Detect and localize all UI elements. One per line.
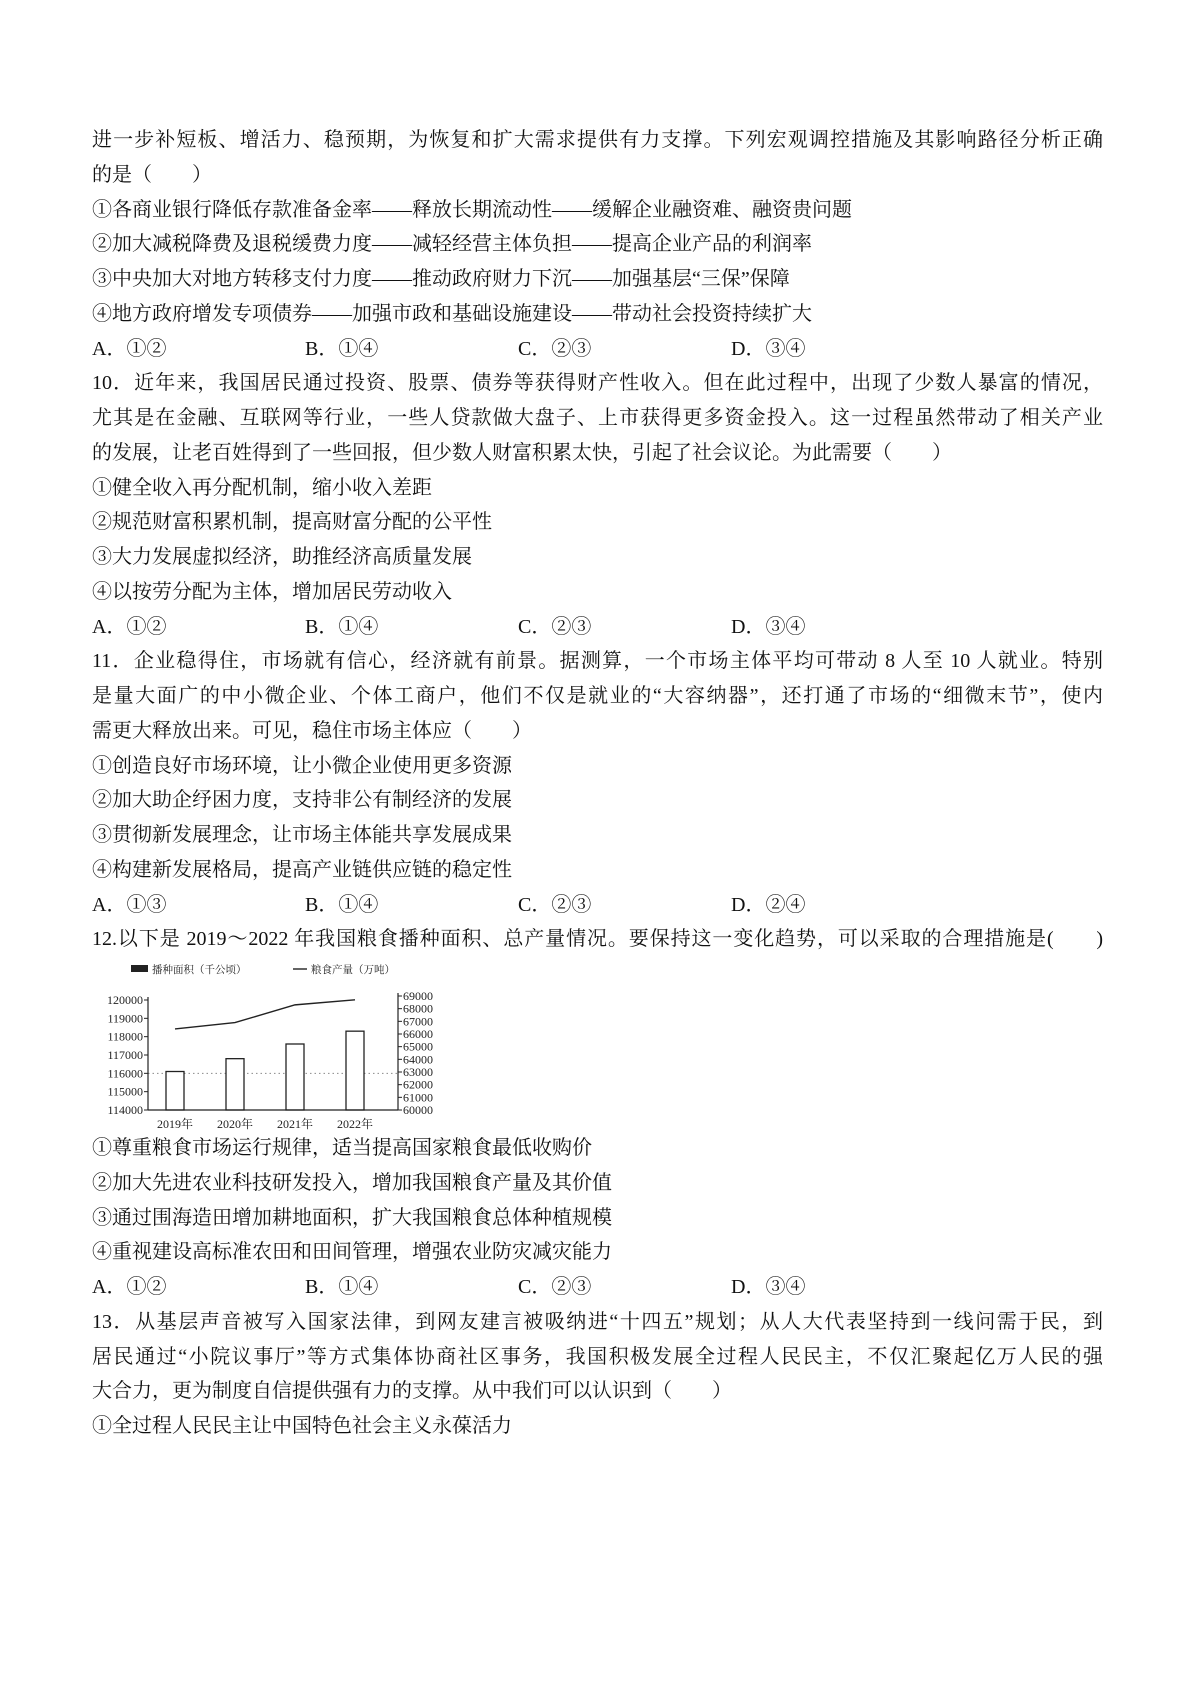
q11-stem-line: 需更大释放出来。可见，稳住市场主体应（ ） (92, 719, 532, 742)
left-axis-tick-label: 119000 (107, 1011, 143, 1026)
right-axis-tick-label: 69000 (403, 989, 433, 1003)
q10-choice-4: ④以按劳分配为主体，增加居民劳动收入 (92, 580, 452, 603)
q9-stem-line: 的是（ ） (92, 163, 212, 186)
option-a: A．①② (92, 615, 167, 638)
sown-area-bar (346, 1031, 364, 1110)
sown-area-bar (226, 1059, 244, 1110)
sown-area-bar (286, 1044, 304, 1110)
q10-stem-line: 的发展，让老百姓得到了一些回报，但少数人财富积累太快，引起了社会议论。为此需要（ ） (92, 441, 952, 464)
right-axis-tick-label: 66000 (403, 1027, 433, 1041)
x-axis-tick-label: 2020年 (216, 1117, 254, 1131)
question-12 (92, 922, 1103, 1305)
q10-stem-line: 10．近年来，我国居民通过投资、股票、债券等获得财产性收入。但在此过程中，出现了少数人暴富的情况， (92, 372, 1103, 395)
q11-stem-line: 11．企业稳得住，市场就有信心，经济就有前景。据测算，一个市场主体平均可带动 8 人至 10 人就业。特别 (92, 650, 1103, 673)
q9-choice-1: ①各商业银行降低存款准备金率——释放长期流动性——缓解企业融资难、融资贵问题 (92, 198, 852, 221)
legend-bar-swatch (131, 965, 148, 972)
left-axis-tick-label: 116000 (107, 1066, 143, 1081)
option-c: C．②③ (518, 337, 592, 360)
option-b: B．①④ (305, 1276, 379, 1298)
q12-choice-1: ①尊重粮食市场运行规律，适当提高国家粮食最低收购价 (92, 1137, 592, 1159)
q11-choice-3: ③贯彻新发展理念，让市场主体能共享发展成果 (92, 824, 512, 846)
option-d: D．③④ (731, 337, 806, 360)
q13-stem-line: 大合力，更为制度自信提供强有力的支撑。从中我们可以认识到（ ） (92, 1380, 732, 1403)
option-b: B．①④ (305, 337, 379, 360)
q9-choice-2: ②加大减税降费及退税缓费力度——减轻经营主体负担——提高企业产品的利润率 (92, 233, 812, 256)
left-axis-tick-label: 120000 (107, 993, 143, 1007)
q10-answer-options (92, 610, 1103, 645)
chart-legend (131, 963, 395, 976)
left-axis-tick-label: 115000 (107, 1084, 143, 1099)
option-c: C．②③ (518, 893, 592, 916)
q10-choice-2: ②规范财富积累机制，提高财富分配的公平性 (92, 511, 492, 534)
right-axis-tick-label: 63000 (403, 1065, 433, 1079)
q10-stem-line: 尤其是在金融、互联网等行业，一些人贷款做大盘子、上市获得更多资金投入。这一过程虽然带动了相关产业 (92, 407, 1103, 429)
q11-choice-4: ④构建新发展格局，提高产业链供应链的稳定性 (92, 858, 512, 881)
option-a: A．①③ (92, 893, 167, 916)
grain-area-output-chart (92, 957, 1103, 1131)
left-axis-tick-label: 114000 (107, 1103, 143, 1117)
right-axis-tick-label: 60000 (403, 1103, 433, 1117)
q12-stem-line: 12.以下是 2019～2022 年我国粮食播种面积、总产量情况。要保持这一变化趋势，可以采取的合理措施是( ) (92, 928, 1103, 951)
option-a: A．①② (92, 1276, 167, 1298)
q9-stem-line: 进一步补短板、增活力、稳预期，为恢复和扩大需求提供有力支撑。下列宏观调控措施及其影响路径分析正确 (92, 129, 1103, 151)
q9-choice-4: ④地方政府增发专项债券——加强市政和基础设施建设——带动社会投资持续扩大 (92, 302, 812, 325)
q9-choice-3: ③中央加大对地方转移支付力度——推动政府财力下沉——加强基层“三保”保障 (92, 268, 790, 290)
right-axis-tick-label: 65000 (403, 1039, 433, 1054)
option-d: D．③④ (731, 615, 806, 638)
right-axis-tick-label: 67000 (403, 1014, 433, 1029)
q9-answer-options (92, 332, 1103, 367)
legend-label-sown-area: 播种面积（千公顷） (152, 965, 247, 976)
option-d: D．③④ (731, 1276, 806, 1298)
q11-stem-line: 是量大面广的中小微企业、个体工商户，他们不仅是就业的“大容纳器”，还打通了市场的“细微末节”，使内 (92, 685, 1103, 707)
option-b: B．①④ (305, 615, 379, 638)
option-a: A．①② (92, 337, 167, 360)
x-axis-tick-label: 2021年 (276, 1117, 314, 1131)
q13-stem-line: 居民通过“小院议事厅”等方式集体协商社区事务，我国积极发展全过程人民民主，不仅汇聚起亿万人民的强 (92, 1345, 1103, 1368)
q12-choice-4: ④重视建设高标准农田和田间管理，增强农业防灾减灾能力 (92, 1241, 612, 1264)
q11-choice-2: ②加大助企纾困力度，支持非公有制经济的发展 (92, 789, 512, 812)
q10-choice-1: ①健全收入再分配机制，缩小收入差距 (92, 476, 432, 499)
right-axis-tick-label: 64000 (403, 1052, 433, 1067)
option-c: C．②③ (518, 1276, 592, 1298)
option-d: D．②④ (731, 893, 806, 916)
right-axis-tick-label: 68000 (403, 1001, 433, 1016)
question-9-continued (92, 123, 1103, 366)
q12-choice-2: ②加大先进农业科技研发投入，增加我国粮食产量及其价值 (92, 1171, 612, 1194)
option-c: C．②③ (518, 615, 592, 638)
q12-choice-3: ③通过围海造田增加耕地面积，扩大我国粮食总体种植规模 (92, 1206, 612, 1229)
q11-answer-options (92, 888, 1103, 923)
question-11 (92, 644, 1103, 922)
q13-choice-1: ①全过程人民民主让中国特色社会主义永葆活力 (92, 1415, 512, 1437)
x-axis-tick-label: 2019年 (156, 1117, 194, 1131)
legend-label-grain-output: 粮食产量（万吨） (311, 965, 395, 976)
left-axis-tick-label: 117000 (107, 1048, 143, 1062)
q12-answer-options (92, 1270, 1103, 1305)
x-axis-tick-label: 2022年 (336, 1117, 374, 1131)
q13-stem-line: 13．从基层声音被写入国家法律，到网友建言被吸纳进“十四五”规划；从人大代表坚持到一线问需于民，到 (92, 1310, 1103, 1333)
q10-choice-3: ③大力发展虚拟经济，助推经济高质量发展 (92, 546, 472, 568)
exam-page (92, 123, 1103, 1444)
right-axis-tick-label: 62000 (403, 1077, 433, 1092)
option-b: B．①④ (305, 893, 379, 916)
sown-area-bar (166, 1072, 184, 1111)
grain-output-line (175, 1000, 355, 1029)
left-axis-tick-label: 118000 (107, 1029, 143, 1044)
chart-svg (100, 957, 460, 1131)
question-10 (92, 366, 1103, 644)
question-13 (92, 1305, 1103, 1444)
right-axis-tick-label: 61000 (403, 1090, 433, 1105)
chart-plot-area (107, 989, 433, 1131)
q11-choice-1: ①创造良好市场环境，让小微企业使用更多资源 (92, 754, 512, 777)
